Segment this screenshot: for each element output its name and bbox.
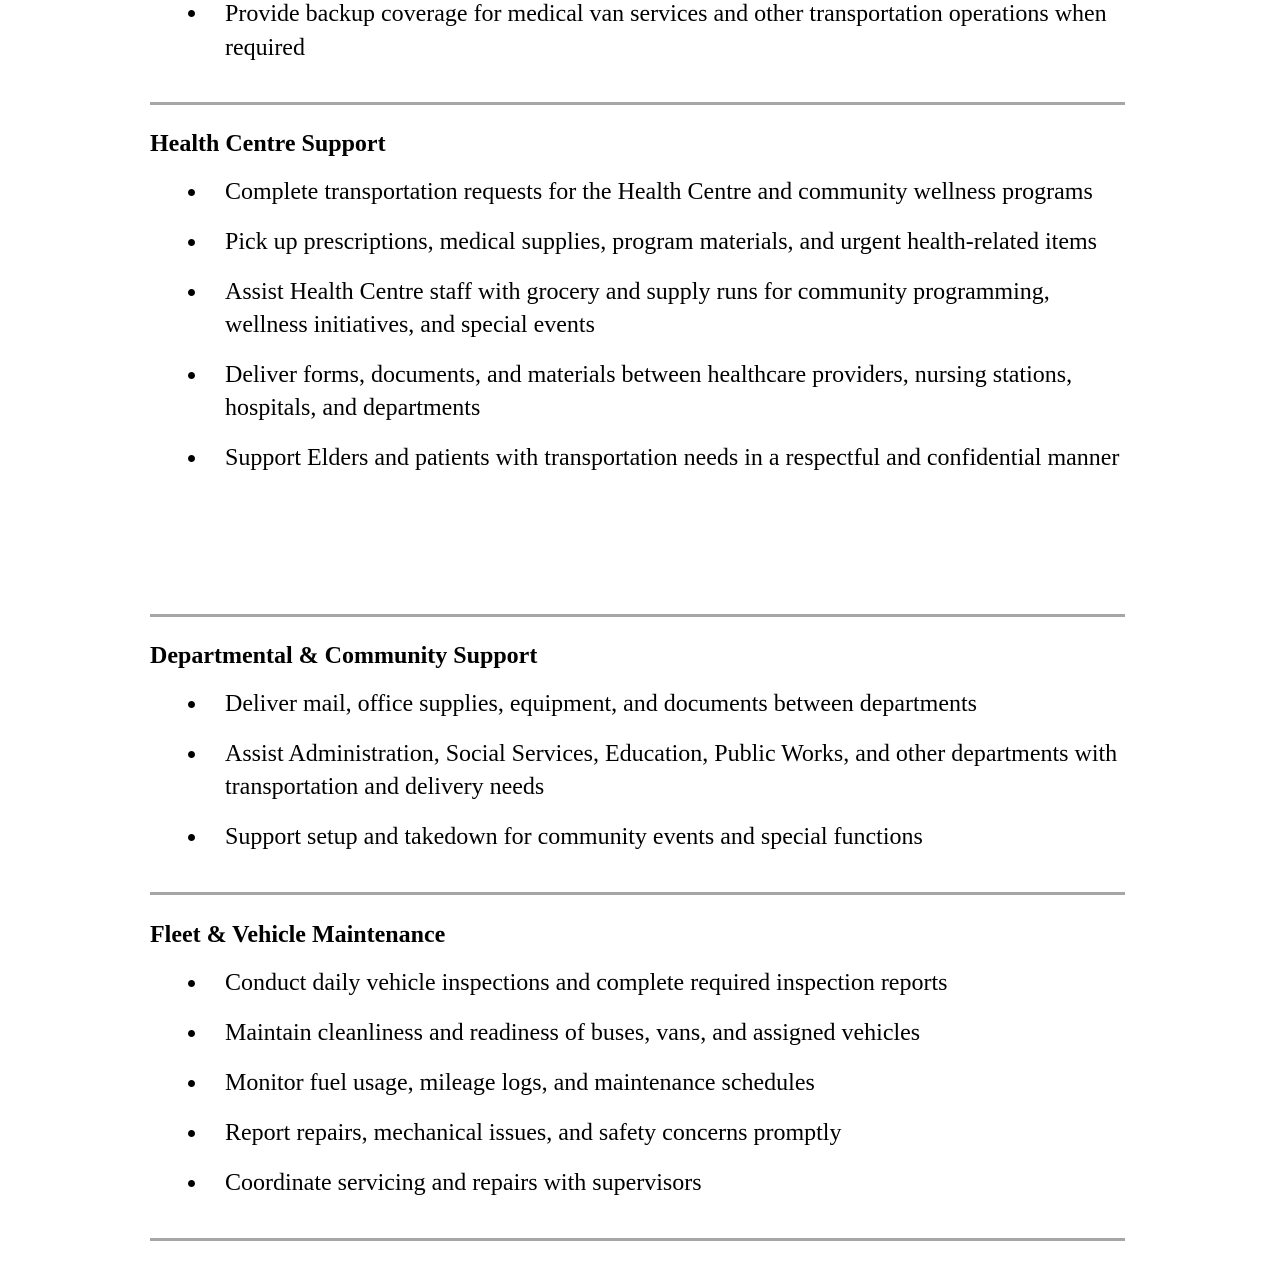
bullet-icon	[188, 701, 195, 708]
list-item	[150, 821, 1125, 854]
section-departmental	[150, 641, 1125, 854]
section-heading: Departmental & Community Support	[150, 643, 538, 669]
list-item	[150, 276, 1125, 342]
bullet-icon	[188, 980, 195, 987]
list-item-text: Coordinate servicing and repairs with supervisors	[225, 1170, 702, 1196]
bullet-icon	[188, 834, 195, 841]
fleet-list	[150, 967, 1125, 1200]
intro-block	[150, 0, 1125, 65]
intro-list	[150, 0, 1125, 65]
bullet-icon	[188, 1030, 195, 1037]
health-centre-list	[150, 176, 1125, 475]
list-item-text: Complete transportation requests for the Health Centre and community wellness programs	[225, 179, 1093, 205]
list-item-text: Deliver forms, documents, and materials between healthcare providers, nursing stations, hospitals, and departments	[225, 362, 1073, 421]
list-item-text: Assist Administration, Social Services, Education, Public Works, and other departments with transportation and delivery needs	[225, 741, 1118, 800]
bullet-icon	[188, 1080, 195, 1087]
bullet-icon	[188, 455, 195, 462]
list-item-text: Support setup and takedown for community events and special functions	[225, 824, 923, 850]
bullet-icon	[188, 239, 195, 246]
section-heading: Fleet & Vehicle Maintenance	[150, 922, 446, 948]
section-divider	[150, 1238, 1125, 1241]
bullet-icon	[188, 189, 195, 196]
list-item	[150, 967, 1125, 1000]
list-item	[150, 1167, 1125, 1200]
list-item-text: Maintain cleanliness and readiness of buses, vans, and assigned vehicles	[225, 1020, 921, 1046]
list-item-text: Provide backup coverage for medical van services and other transportation operations when required	[225, 1, 1107, 61]
list-item	[150, 176, 1125, 209]
section-fleet	[150, 920, 1125, 1200]
section-divider	[150, 892, 1125, 895]
departmental-list	[150, 688, 1125, 854]
list-item	[150, 1017, 1125, 1050]
list-item	[150, 359, 1125, 425]
list-item	[150, 0, 1125, 65]
section-heading: Health Centre Support	[150, 131, 386, 157]
bullet-icon	[188, 10, 195, 17]
section-health-centre	[150, 129, 1125, 475]
section-divider	[150, 102, 1125, 105]
list-item-text: Monitor fuel usage, mileage logs, and maintenance schedules	[225, 1070, 815, 1096]
bullet-icon	[188, 1180, 195, 1187]
list-item	[150, 1067, 1125, 1100]
bullet-icon	[188, 751, 195, 758]
list-item	[150, 738, 1125, 804]
list-item-text: Support Elders and patients with transportation needs in a respectful and confidential manner	[225, 445, 1120, 471]
bullet-icon	[188, 372, 195, 379]
list-item	[150, 442, 1125, 475]
list-item	[150, 226, 1125, 259]
list-item-text: Pick up prescriptions, medical supplies, program materials, and urgent health-related items	[225, 229, 1097, 255]
list-item-text: Conduct daily vehicle inspections and complete required inspection reports	[225, 970, 948, 996]
bullet-icon	[188, 1130, 195, 1137]
section-divider	[150, 614, 1125, 617]
bullet-icon	[188, 289, 195, 296]
list-item-text: Assist Health Centre staff with grocery and supply runs for community programming, wellness initiatives, and special events	[225, 279, 1050, 338]
list-item-text: Deliver mail, office supplies, equipment, and documents between departments	[225, 691, 978, 717]
list-item	[150, 688, 1125, 721]
list-item-text: Report repairs, mechanical issues, and safety concerns promptly	[225, 1120, 842, 1146]
list-item	[150, 1117, 1125, 1150]
